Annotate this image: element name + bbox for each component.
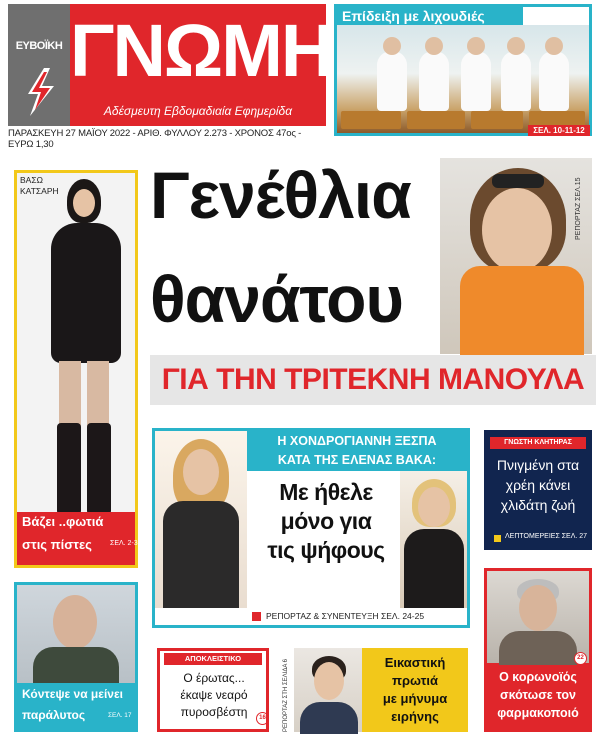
paralysed-page: ΣΕΛ. 17 [108,712,132,719]
masthead-title: ΓΝΩΜΗ [70,9,333,92]
vaso-name [20,175,70,197]
dateline: ΠΑΡΑΣΚΕΥΗ 27 ΜΑΪΟΥ 2022 - ΑΡΙΘ. ΦΥΛΛΟΥ 2.273 - ΧΡΟΝΟΣ 47ος - ΕΥΡΩ 1,30 [8,128,302,150]
square-bullet-icon [494,535,501,542]
debt-story-title [488,455,588,515]
vaso-name-line1: ΒΑΣΩ [20,175,43,185]
debt-title-line1: Πνιγμένη στα [496,457,580,473]
art-report-text: ΡΕΠΟΡΤΑΖ ΣΤΗ ΣΕΛΙΔΑ 6 [283,658,289,732]
exclusive-page-badge: 16 [256,712,269,725]
vaso-photo [17,173,135,513]
main-subhead[interactable]: ΓΙΑ ΤΗΝ ΤΡΙΤΕΚΝΗ ΜΑΝΟΥΛΑ [150,355,596,405]
young-man-photo [294,648,362,732]
exclusive-line1: Ο έρωτας... [183,671,245,685]
art-line1: Εικαστική [384,655,446,670]
exclusive-kicker: ΑΠΟΚΛΕΙΣΤΙΚΟ [164,653,262,665]
exclusive-text [162,670,266,721]
vaso-photo-box[interactable] [14,170,138,568]
chefs-photo [337,25,589,133]
pharm-line3: φαρμακοποιό [497,706,579,720]
art-line4: ειρήνης [391,709,439,724]
debt-story-kicker: ΓΝΩΣΤΗ ΚΛΗΤΗΡΑΣ [490,437,586,449]
blonde-woman-portrait [400,471,467,608]
teaser-top-title[interactable]: Επίδειξη με λιχουδιές [337,7,523,25]
main-headline-line1[interactable]: Γενέθλια [150,158,411,232]
pharmacist-text [487,668,589,722]
art-story-text[interactable] [362,648,468,732]
paralysed-line1: Κόντεψε να μείνει [22,687,123,701]
bald-man-photo [17,585,135,683]
lightning-logo-icon [14,66,66,118]
vaso-caption-line1: Βάζει ..φωτιά [22,514,104,529]
main-headline-line2[interactable]: θανάτου [150,262,403,336]
center-kicker-line2: ΚΑΤΑ ΤΗΣ ΕΛΕΝΑΣ ΒΑΚΑ: [277,453,437,467]
vaso-name-line2: ΚΑΤΣΑΡΗ [20,186,59,196]
debt-title-line3: χλιδάτη ζωή [500,497,576,513]
exclusive-line3: πυροσβέστη [180,705,248,719]
square-bullet-icon [252,612,261,621]
main-report-text: ΡΕΠΟΡΤΑΖ ΣΕΛ.15 [575,177,582,240]
blonde-woman-photo [155,431,247,608]
art-report-label [283,648,293,732]
vaso-caption-line2: στις πίστες [22,537,92,552]
main-report-label [575,150,587,240]
exclusive-line2: έκαψε νεαρό [180,688,248,702]
center-story-title[interactable] [252,478,400,565]
teaser-top-page: ΣΕΛ. 10-11-12 [528,125,590,136]
center-title-line3: τις ψήφους [267,537,385,563]
debt-title-line2: χρέη κάνει [505,477,571,493]
center-story-footer: ΡΕΠΟΡΤΑΖ & ΣΥΝΕΝΤΕΥΞΗ ΣΕΛ. 24-25 [266,611,425,621]
debt-story-footer: ΛΕΠΤΟΜΕΡΕΙΕΣ ΣΕΛ. 27 [505,533,588,540]
center-story-kicker [247,431,467,471]
vaso-page: ΣΕΛ. 2-3 [110,540,138,547]
center-kicker-line1: Η ΧΟΝΔΡΟΓΙΑΝΝΗ ΞΕΣΠΑ [277,434,437,448]
art-line3: με μήνυμα [382,691,448,706]
masthead-tagline: Αδέσμευτη Εβδομαδιαία Εφημερίδα [103,104,293,118]
pharm-line2: σκότωσε τον [500,688,576,702]
pharm-line1: Ο κορωνοϊός [499,670,577,684]
pharmacist-photo [487,571,589,663]
art-line2: πρωτιά [391,673,439,688]
paralysed-line2: παράλυτος [22,708,86,722]
pharmacist-page-badge: 22 [574,652,587,665]
center-title-line1: Με ήθελε [279,479,373,505]
center-title-line2: μόνο για [280,508,372,534]
masthead-region: ΕΥΒΟΪΚΗ [15,40,63,52]
